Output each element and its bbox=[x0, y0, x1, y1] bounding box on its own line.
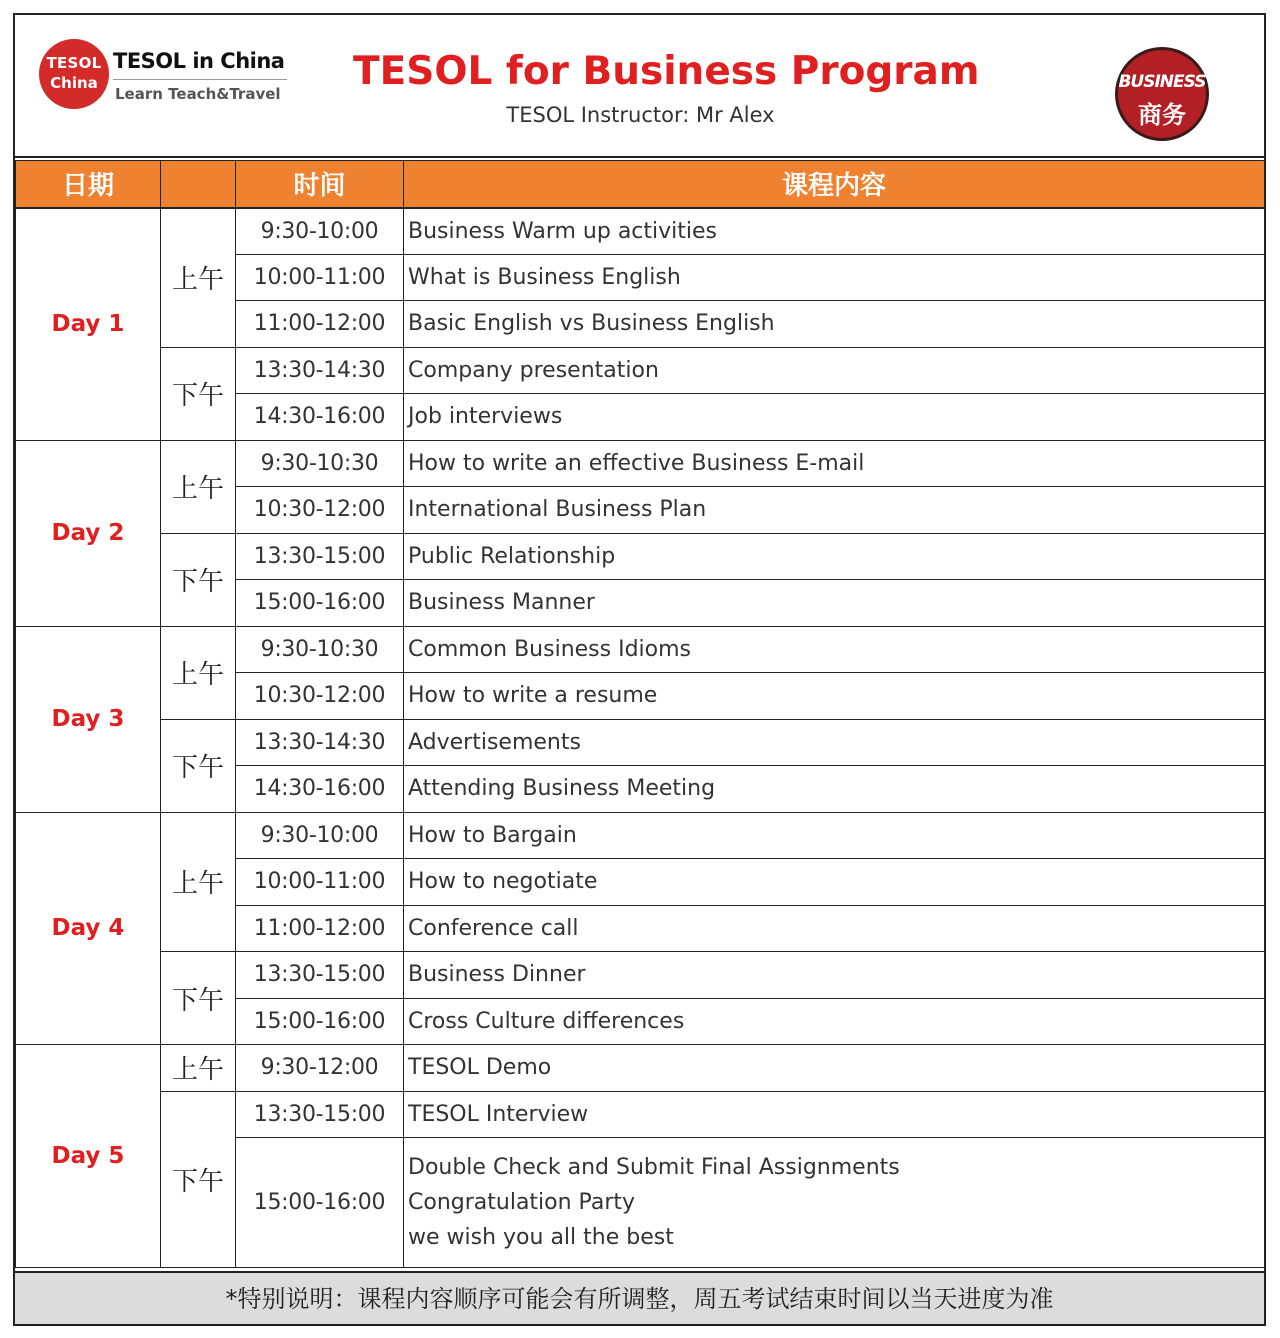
header-content: 课程内容 bbox=[404, 161, 1265, 208]
period-pm: 下午 bbox=[161, 719, 236, 812]
period-am: 上午 bbox=[161, 440, 236, 533]
session-time: 13:30-15:00 bbox=[236, 533, 404, 580]
table-header-row bbox=[16, 161, 1265, 208]
session-time: 13:30-15:00 bbox=[236, 1091, 404, 1138]
logo-divider bbox=[113, 79, 287, 80]
topic-line: we wish you all the best bbox=[408, 1225, 674, 1250]
session-topic: Attending Business Meeting bbox=[404, 766, 1265, 813]
session-topic: How to Bargain bbox=[404, 812, 1265, 859]
period-am: 上午 bbox=[161, 812, 236, 952]
badge-line2: 商务 bbox=[1138, 101, 1186, 129]
session-time: 11:00-12:00 bbox=[236, 301, 404, 348]
session-topic: Business Warm up activities bbox=[404, 208, 1265, 255]
session-time: 14:30-16:00 bbox=[236, 766, 404, 813]
session-topic: How to write a resume bbox=[404, 673, 1265, 720]
session-topic: International Business Plan bbox=[404, 487, 1265, 534]
logo-tagline: Learn Teach&Travel bbox=[115, 85, 281, 103]
page-title: TESOL for Business Program bbox=[353, 49, 980, 94]
session-topic: Public Relationship bbox=[404, 533, 1265, 580]
table-row bbox=[16, 1045, 1265, 1092]
tesol-china-logo bbox=[39, 39, 299, 109]
session-topic: Basic English vs Business English bbox=[404, 301, 1265, 348]
session-topic: How to negotiate bbox=[404, 859, 1265, 906]
session-time: 9:30-12:00 bbox=[236, 1045, 404, 1092]
session-time: 9:30-10:00 bbox=[236, 208, 404, 255]
table-row bbox=[16, 347, 1265, 394]
period-am: 上午 bbox=[161, 208, 236, 348]
session-time: 10:00-11:00 bbox=[236, 254, 404, 301]
session-topic: Advertisements bbox=[404, 719, 1265, 766]
session-topic: Business Dinner bbox=[404, 952, 1265, 999]
topic-line: Congratulation Party bbox=[408, 1190, 636, 1215]
session-topic: Business Manner bbox=[404, 580, 1265, 627]
logo-circle-line2: China bbox=[50, 74, 98, 92]
session-time: 11:00-12:00 bbox=[236, 905, 404, 952]
session-time: 10:30-12:00 bbox=[236, 673, 404, 720]
table-row bbox=[16, 719, 1265, 766]
period-pm: 下午 bbox=[161, 347, 236, 440]
period-pm: 下午 bbox=[161, 533, 236, 626]
table-row bbox=[16, 952, 1265, 999]
session-topic: Cross Culture differences bbox=[404, 998, 1265, 1045]
header-time: 时间 bbox=[236, 161, 404, 208]
table-row bbox=[16, 812, 1265, 859]
period-pm: 下午 bbox=[161, 1091, 236, 1268]
table-row bbox=[16, 440, 1265, 487]
table-row bbox=[16, 1091, 1265, 1138]
session-time: 10:00-11:00 bbox=[236, 859, 404, 906]
session-time: 9:30-10:30 bbox=[236, 626, 404, 673]
session-topic: What is Business English bbox=[404, 254, 1265, 301]
schedule-sheet bbox=[13, 13, 1266, 1326]
session-topic: Company presentation bbox=[404, 347, 1265, 394]
topic-line: Double Check and Submit Final Assignments bbox=[408, 1155, 900, 1180]
session-time: 14:30-16:00 bbox=[236, 394, 404, 441]
schedule-table bbox=[15, 160, 1265, 1268]
day-label: Day 2 bbox=[16, 440, 161, 626]
period-am: 上午 bbox=[161, 1045, 236, 1092]
header bbox=[15, 15, 1264, 158]
session-time: 13:30-15:00 bbox=[236, 952, 404, 999]
business-badge bbox=[1115, 47, 1209, 141]
table-row bbox=[16, 208, 1265, 255]
session-time: 15:00-16:00 bbox=[236, 1138, 404, 1268]
session-time: 10:30-12:00 bbox=[236, 487, 404, 534]
session-topic-multiline bbox=[404, 1138, 1265, 1268]
session-time: 9:30-10:30 bbox=[236, 440, 404, 487]
logo-circle bbox=[39, 39, 109, 109]
logo-circle-line1: TESOL bbox=[46, 54, 102, 72]
day-label: Day 5 bbox=[16, 1045, 161, 1268]
day-label: Day 4 bbox=[16, 812, 161, 1045]
period-pm: 下午 bbox=[161, 952, 236, 1045]
header-period bbox=[161, 161, 236, 208]
logo-name: TESOL in China bbox=[113, 49, 285, 73]
session-topic: Conference call bbox=[404, 905, 1265, 952]
table-row bbox=[16, 533, 1265, 580]
period-am: 上午 bbox=[161, 626, 236, 719]
session-topic: TESOL Interview bbox=[404, 1091, 1265, 1138]
day-label: Day 1 bbox=[16, 208, 161, 441]
table-row bbox=[16, 626, 1265, 673]
day-label: Day 3 bbox=[16, 626, 161, 812]
session-time: 15:00-16:00 bbox=[236, 580, 404, 627]
session-time: 9:30-10:00 bbox=[236, 812, 404, 859]
session-time: 15:00-16:00 bbox=[236, 998, 404, 1045]
session-topic: Job interviews bbox=[404, 394, 1265, 441]
session-topic: TESOL Demo bbox=[404, 1045, 1265, 1092]
badge-line1: BUSINESS bbox=[1118, 72, 1206, 92]
instructor-line: TESOL Instructor: Mr Alex bbox=[506, 103, 775, 127]
session-topic: How to write an effective Business E-mail bbox=[404, 440, 1265, 487]
session-time: 13:30-14:30 bbox=[236, 719, 404, 766]
header-date: 日期 bbox=[16, 161, 161, 208]
footer-note: *特别说明：课程内容顺序可能会有所调整，周五考试结束时间以当天进度为准 bbox=[15, 1271, 1264, 1324]
session-time: 13:30-14:30 bbox=[236, 347, 404, 394]
session-topic: Common Business Idioms bbox=[404, 626, 1265, 673]
